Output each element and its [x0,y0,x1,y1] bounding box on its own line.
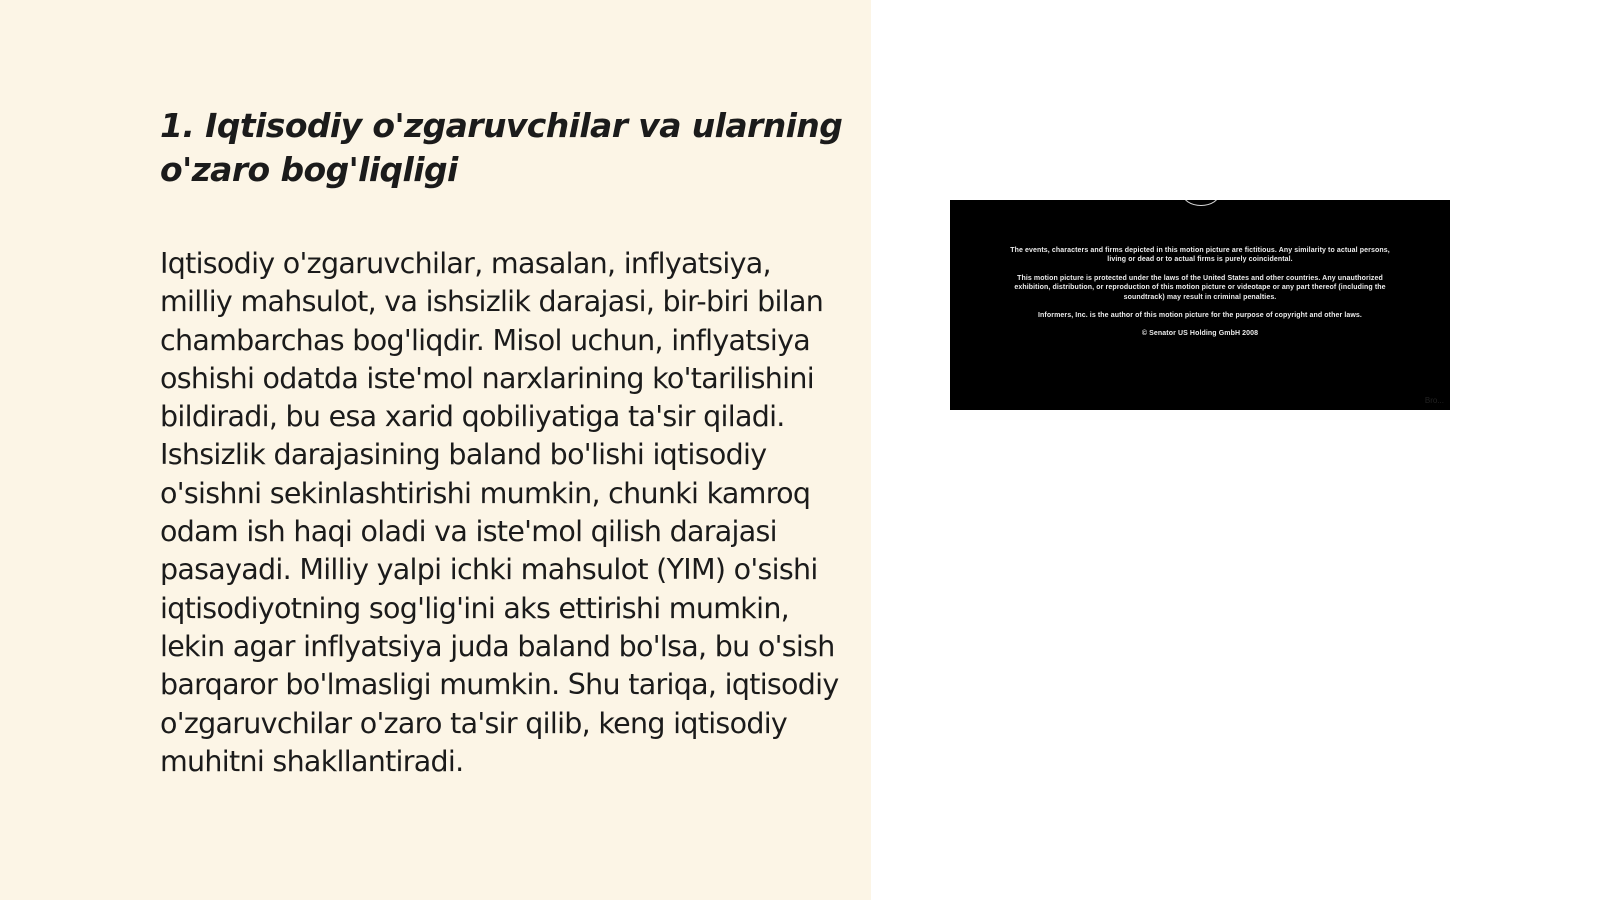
movie-disclaimer-image [950,200,1450,410]
image-watermark: Bro... [1424,396,1444,405]
disclaimer-paragraph-fictitious: The events, characters and firms depicted in this motion picture are fictitious. Any similarity to actual persons, living or dead or to actual firms is purely coincidental. [1010,247,1390,264]
disclaimer-text [1010,246,1390,348]
disclaimer-paragraph-protected: This motion picture is protected under the laws of the United States and other countries. Any unauthorized exhibition, distribution, or reproduction of this motion picture or videotape or any part thereof (including the soundtrack) may result in criminal penalties. [1014,274,1386,301]
slide-title: 1. Iqtisodiy o'zgaruvchilar va ularning o'zaro bog'liqligi [160,106,843,189]
disclaimer-paragraph-copyright: © Senator US Holding GmbH 2008 [1141,330,1259,338]
disclaimer-paragraph-author: Informers, Inc. is the author of this motion picture for the purpose of copyright and other laws. [1038,312,1362,320]
image-arc-decoration [1182,200,1220,206]
slide-body-text: Iqtisodiy o'zgaruvchilar, masalan, inflyatsiya, milliy mahsulot, va ishsizlik darajasi, bir-biri bilan chambarchas bog'liqdir. Misol uchun, inflyatsiya oshishi odatda iste'mol narxlarining ko'tarilishini bildiradi, bu esa xarid qobiliyatiga ta'sir qiladi. Ishsizlik darajasining baland bo'lishi iqtisodiy o'sishni sekinlashtirishi mumkin, chunki kamroq odam ish haqi oladi va iste'mol qilish darajasi pasayadi. Milliy yalpi ichki mahsulot (YIM) o'sishi iqtisodiyotning sog'lig'ini aks ettirishi mumkin, lekin agar inflyatsiya juda baland bo'lsa, bu o'sish barqaror bo'lmasligi mumkin. Shu tariqa, iqtisodiy o'zgaruvchilar o'zaro ta'sir qilib, keng iqtisodiy muhitni shakllantiradi. [160,247,839,778]
